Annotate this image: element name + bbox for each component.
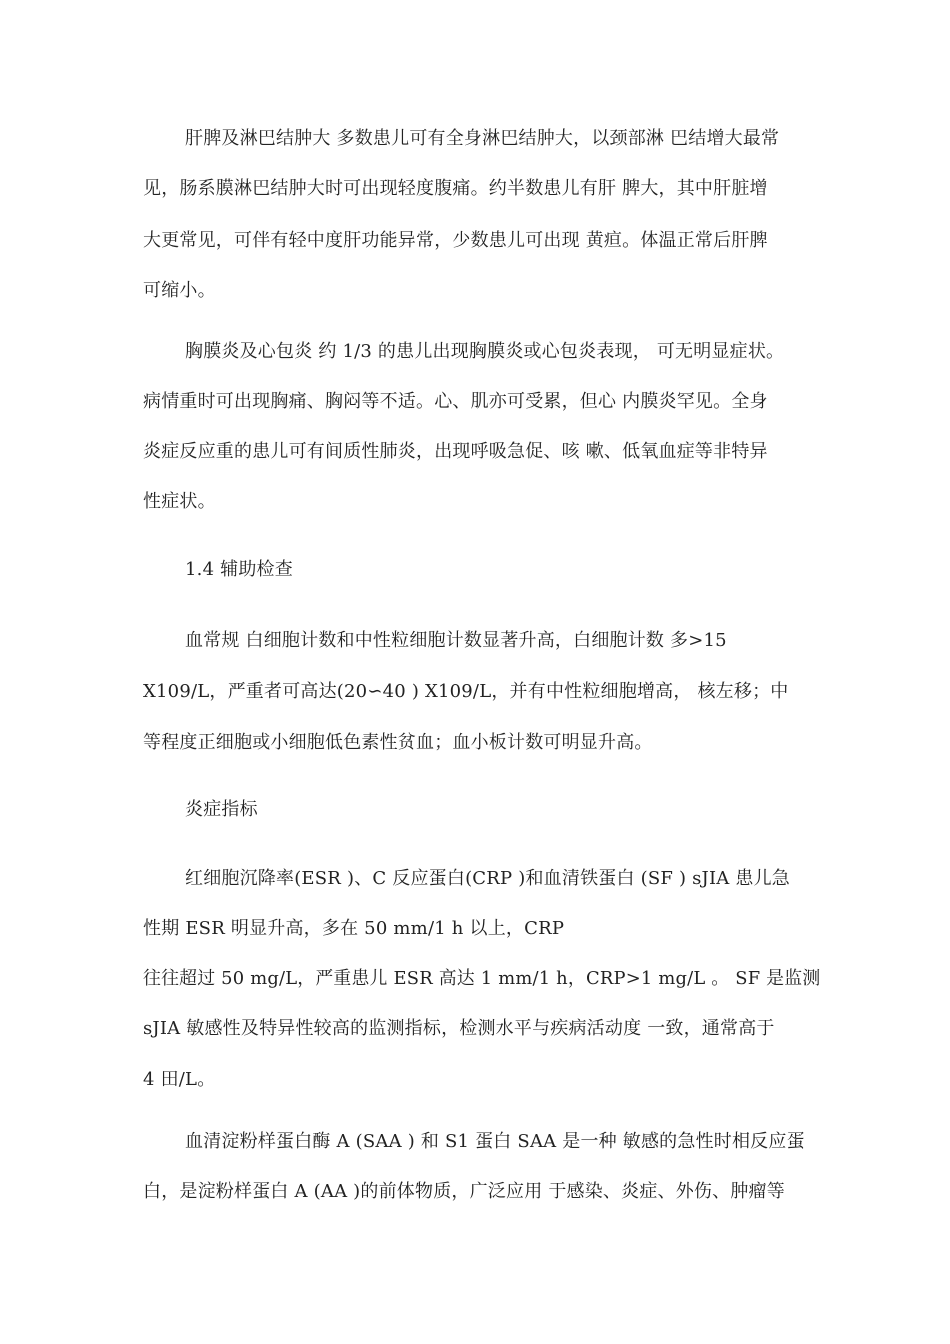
text-line: 白，是淀粉样蛋白 A (AA )的前体物质，广泛应用 于感染、炎症、外伤、肿瘤等	[143, 1181, 785, 1202]
text-line: X109/L，严重者可高达(20∽40 ) X109/L，并有中性粒细胞增高， 核左移；中	[143, 681, 789, 702]
text-line: 4 田/L。	[143, 1069, 216, 1090]
text-line: 血清淀粉样蛋白酶 A (SAA ) 和 S1 蛋白 SAA 是一种 敏感的急性时相反应蛋	[185, 1131, 805, 1152]
text-line: sJIA 敏感性及特异性较高的监测指标，检测水平与疾病活动度 一致，通常高于	[143, 1018, 775, 1039]
text-line: 性症状。	[143, 491, 216, 512]
text-line: 血常规 白细胞计数和中性粒细胞计数显著升高，白细胞计数 多>15	[185, 630, 727, 651]
text-line: 大更常见，可伴有轻中度肝功能异常，少数患儿可出现 黄疸。体温正常后肝脾	[143, 230, 768, 251]
text-line: 肝脾及淋巴结肿大 多数患儿可有全身淋巴结肿大，以颈部淋 巴结增大最常	[185, 128, 780, 149]
text-line: 胸膜炎及心包炎 约 1/3 的患儿出现胸膜炎或心包炎表现， 可无明显症状。	[185, 341, 785, 362]
text-line: 往往超过 50 mg/L，严重患儿 ESR 高达 1 mm/1 h，CRP>1 mg/L 。 SF 是监测	[143, 968, 821, 989]
text-line: 性期 ESR 明显升高，多在 50 mm/1 h 以上，CRP	[143, 918, 565, 939]
text-line: 可缩小。	[143, 280, 216, 301]
text-line: 红细胞沉降率(ESR )、C 反应蛋白(CRP )和血清铁蛋白 (SF ) sJIA 患儿急	[185, 868, 790, 889]
text-line: 见，肠系膜淋巴结肿大时可出现轻度腹痛。约半数患儿有肝 脾大，其中肝脏增	[143, 178, 768, 199]
text-line: 炎症反应重的患儿可有间质性肺炎，出现呼吸急促、咳 嗽、低氧血症等非特异	[143, 441, 768, 462]
subsection-title: 炎症指标	[185, 799, 258, 820]
text-line: 病情重时可出现胸痛、胸闷等不适。心、肌亦可受累，但心 内膜炎罕见。全身	[143, 391, 768, 412]
text-line: 等程度正细胞或小细胞低色素性贫血；血小板计数可明显升高。	[143, 732, 653, 753]
section-title: 1.4 辅助检查	[185, 559, 293, 580]
